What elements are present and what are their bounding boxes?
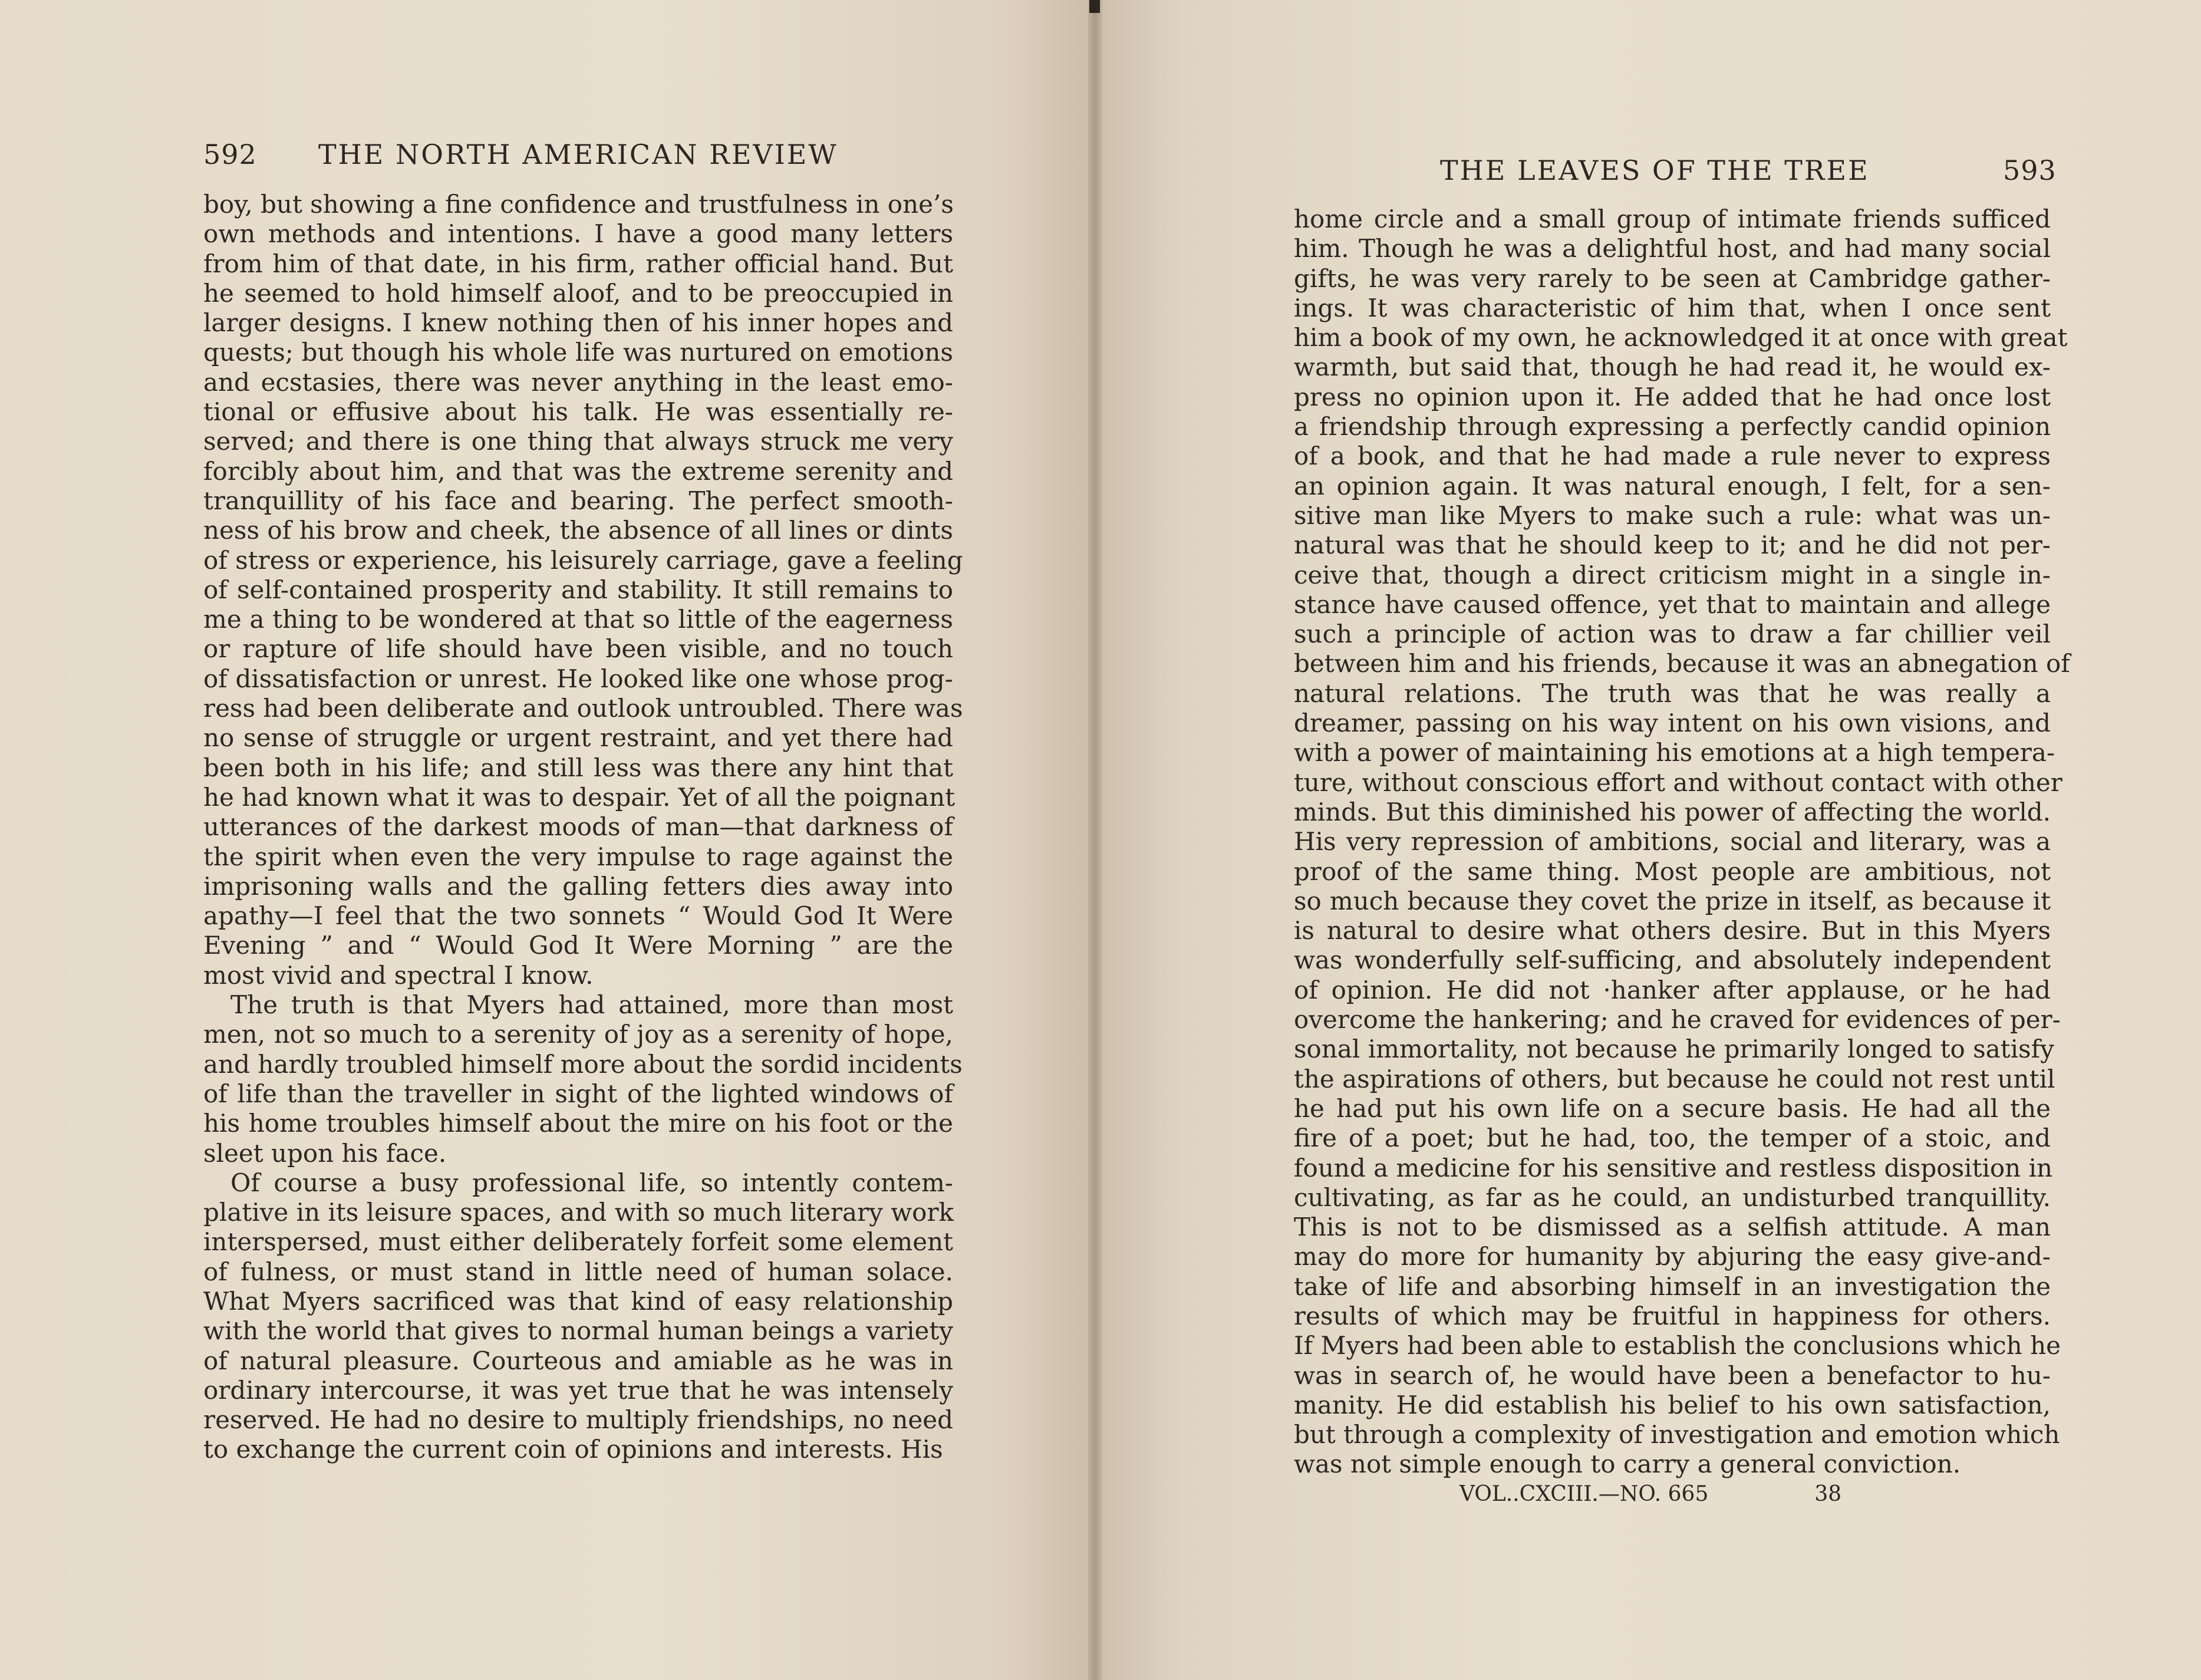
book-gutter bbox=[1088, 0, 1102, 1680]
text-line: utterances of the darkest moods of man—that darkness of bbox=[203, 812, 953, 842]
running-head: THE NORTH AMERICAN REVIEW bbox=[318, 139, 838, 170]
text-line: the spirit when even the very impulse to rage against the bbox=[203, 842, 953, 871]
text-line: an opinion again. It was natural enough, I felt, for a sen- bbox=[1294, 471, 2051, 500]
text-line: or rapture of life should have been visible, and no touch bbox=[203, 634, 953, 664]
text-line: interspersed, must either deliberately forfeit some element bbox=[203, 1227, 953, 1257]
text-line: me a thing to be wondered at that so little of the eagerness bbox=[203, 605, 953, 634]
text-line: such a principle of action was to draw a far chillier veil bbox=[1294, 620, 2051, 649]
text-line: with the world that gives to normal human beings a variety bbox=[203, 1316, 953, 1346]
page-number: 592 bbox=[203, 139, 257, 170]
text-line: ceive that, though a direct criticism might in a single in- bbox=[1294, 560, 2051, 589]
text-line: of a book, and that he had made a rule never to express bbox=[1294, 442, 2051, 471]
text-line: was in search of, he would have been a benefactor to hu- bbox=[1294, 1361, 2051, 1390]
text-line: His very repression of ambitions, social and literary, was a bbox=[1294, 827, 2051, 857]
text-line: press no opinion upon it. He added that he had once lost bbox=[1294, 382, 2051, 411]
text-line: men, not so much to a serenity of joy as a serenity of hope, bbox=[203, 1020, 953, 1049]
text-line: most vivid and spectral I know. bbox=[203, 960, 594, 990]
text-line: natural was that he should keep to it; and he did not per- bbox=[1294, 531, 2051, 560]
text-line: ness of his brow and cheek, the absence of all lines or dints bbox=[203, 516, 953, 545]
text-line: no sense of struggle or urgent restraint, and yet there had bbox=[203, 723, 953, 753]
text-line: of opinion. He did not ·hanker after applause, or he had bbox=[1294, 975, 2051, 1004]
body-text bbox=[203, 190, 963, 1465]
text-line: but through a complexity of investigation and emotion which bbox=[1294, 1420, 2060, 1450]
text-line: his home troubles himself about the mire on his foot or the bbox=[203, 1109, 953, 1138]
text-line: quests; but though his whole life was nurtured on emotions bbox=[203, 338, 953, 367]
text-line: found a medicine for his sensitive and restless disposition in bbox=[1294, 1153, 2053, 1182]
text-line: home circle and a small group of intimate friends sufficed bbox=[1294, 205, 2051, 233]
text-line: from him of that date, in his firm, rather official hand. But bbox=[203, 249, 953, 278]
text-line: of self-contained prosperity and stability. It still remains to bbox=[203, 575, 953, 604]
text-line: natural relations. The truth was that he was really a bbox=[1294, 678, 2051, 708]
text-line: of life than the traveller in sight of the lighted windows of bbox=[203, 1079, 953, 1108]
text-line: plative in its leisure spaces, and with so much literary work bbox=[203, 1198, 954, 1227]
left-page bbox=[0, 0, 1095, 1680]
text-line: he had known what it was to despair. Yet of all the poignant bbox=[203, 782, 955, 812]
text-line: of dissatisfaction or unrest. He looked like one whose prog- bbox=[203, 664, 953, 693]
text-line: ordinary intercourse, it was yet true that he was intensely bbox=[203, 1375, 953, 1405]
text-line: This is not to be dismissed as a selfish attitude. A man bbox=[1294, 1213, 2051, 1242]
body-text bbox=[1294, 205, 2070, 1480]
text-line: overcome the hankering; and he craved for evidences of per- bbox=[1294, 1005, 2061, 1035]
text-line: What Myers sacrificed was that kind of easy relationship bbox=[203, 1286, 953, 1316]
text-line: fire of a poet; but he had, too, the temper of a stoic, and bbox=[1294, 1124, 2051, 1153]
text-line: and hardly troubled himself more about the sordid incidents bbox=[203, 1049, 963, 1079]
text-line: results of which may be fruitful in happiness for others. bbox=[1294, 1301, 2051, 1330]
text-line: Of course a busy professional life, so intently contem- bbox=[230, 1168, 953, 1197]
text-line: of fulness, or must stand in little need of human solace. bbox=[203, 1257, 953, 1286]
text-line: boy, but showing a fine confidence and trustfulness in one’s bbox=[203, 190, 954, 219]
right-page bbox=[1095, 0, 2201, 1680]
text-line: may do more for humanity by abjuring the easy give-and- bbox=[1294, 1242, 2051, 1271]
page-number: 593 bbox=[2003, 154, 2057, 186]
text-line: reserved. He had no desire to multiply friendships, no need bbox=[203, 1405, 953, 1435]
text-line: ress had been deliberate and outlook untroubled. There was bbox=[203, 694, 963, 723]
text-line: between him and his friends, because it was an abnegation of bbox=[1294, 649, 2070, 678]
binding-edge bbox=[1089, 0, 1100, 13]
text-line: gifts, he was very rarely to be seen at Cambridge gather- bbox=[1294, 263, 2051, 293]
text-line: the aspirations of others, but because he could not rest until bbox=[1294, 1064, 2055, 1093]
text-line: been both in his life; and still less was there any hint that bbox=[203, 753, 953, 782]
text-line: sleet upon his face. bbox=[203, 1138, 447, 1168]
text-line: of natural pleasure. Courteous and amiable as he was in bbox=[203, 1346, 953, 1375]
text-line: him. Though he was a delightful host, and had many social bbox=[1294, 234, 2051, 263]
text-line: tranquillity of his face and bearing. The perfect smooth- bbox=[203, 486, 953, 515]
text-line: sitive man like Myers to make such a rule: what was un- bbox=[1294, 500, 2051, 530]
volume-number: VOL..CXCIII.—NO. 665 bbox=[1459, 1482, 1709, 1506]
text-line: is natural to desire what others desire. But in this Myers bbox=[1294, 916, 2051, 946]
text-line: and ecstasies, there was never anything in the least emo- bbox=[203, 367, 953, 397]
text-line: The truth is that Myers had attained, more than most bbox=[230, 990, 953, 1020]
text-line: with a power of maintaining his emotions at a high tempera- bbox=[1294, 738, 2055, 767]
text-line: dreamer, passing on his way intent on his own visions, and bbox=[1294, 709, 2051, 738]
text-line: take of life and absorbing himself in an investigation the bbox=[1294, 1271, 2051, 1301]
text-line: sonal immortality, not because he primarily longed to satisfy bbox=[1294, 1035, 2054, 1064]
text-line: imprisoning walls and the galling fetters dies away into bbox=[203, 871, 953, 901]
text-line: stance have caused offence, yet that to maintain and allege bbox=[1294, 589, 2051, 619]
text-line: ture, without conscious effort and without contact with other bbox=[1294, 767, 2062, 797]
text-line: him a book of my own, he acknowledged it at once with great bbox=[1294, 323, 2068, 353]
text-line: tional or effusive about his talk. He was essentially re- bbox=[203, 397, 953, 427]
text-line: cultivating, as far as he could, an undisturbed tranquillity. bbox=[1294, 1182, 2051, 1212]
text-line: own methods and intentions. I have a good many letters bbox=[203, 219, 953, 249]
text-line: If Myers had been able to establish the conclusions which he bbox=[1294, 1331, 2061, 1361]
running-head: THE LEAVES OF THE TREE bbox=[1440, 154, 1870, 186]
text-line: larger designs. I knew nothing then of his inner hopes and bbox=[203, 308, 953, 338]
text-line: minds. But this diminished his power of affecting the world. bbox=[1294, 797, 2051, 826]
text-line: so much because they covet the prize in itself, as because it bbox=[1294, 886, 2051, 915]
text-line: he seemed to hold himself aloof, and to be preoccupied in bbox=[203, 278, 953, 308]
text-line: he had put his own life on a secure basis. He had all the bbox=[1294, 1093, 2051, 1123]
text-line: proof of the same thing. Most people are ambitious, not bbox=[1294, 857, 2051, 886]
text-line: warmth, but said that, though he had read it, he would ex- bbox=[1294, 353, 2051, 382]
signature-footer bbox=[1459, 1482, 1841, 1506]
text-line: was not simple enough to carry a general conviction. bbox=[1294, 1450, 1961, 1479]
text-line: manity. He did establish his belief to his own satisfaction, bbox=[1294, 1390, 2051, 1419]
text-line: served; and there is one thing that always struck me very bbox=[203, 427, 953, 456]
text-line: was wonderfully self-sufficing, and absolutely independent bbox=[1294, 946, 2051, 975]
text-line: of stress or experience, his leisurely carriage, gave a feeling bbox=[203, 545, 963, 575]
signature-mark: 38 bbox=[1814, 1482, 1842, 1506]
text-line: a friendship through expressing a perfectly candid opinion bbox=[1294, 412, 2051, 442]
text-line: forcibly about him, and that was the extreme serenity and bbox=[203, 456, 953, 486]
text-line: apathy—I feel that the two sonnets “ Would God It Were bbox=[203, 901, 953, 931]
text-line: to exchange the current coin of opinions and interests. His bbox=[203, 1435, 943, 1464]
text-line: ings. It was characteristic of him that, when I once sent bbox=[1294, 293, 2051, 322]
text-line: Evening ” and “ Would God It Were Morning ” are the bbox=[203, 931, 953, 960]
